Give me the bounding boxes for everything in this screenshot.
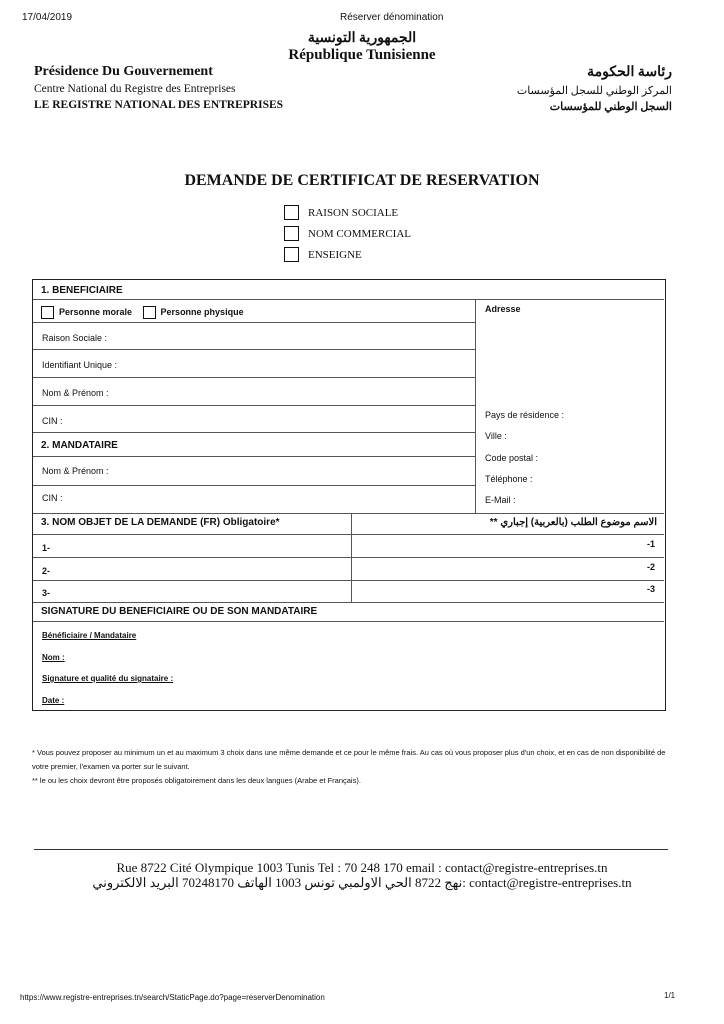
option-label: NOM COMMERCIAL bbox=[308, 227, 411, 240]
checkbox-personne-physique[interactable] bbox=[143, 306, 156, 319]
row-divider bbox=[33, 456, 475, 457]
header-right-block bbox=[517, 64, 672, 113]
column-divider bbox=[351, 513, 352, 602]
header-arabic-republic: الجمهورية التونسية bbox=[307, 31, 417, 46]
personne-morale-label: Personne morale bbox=[59, 306, 133, 317]
print-page-title: Réserver dénomination bbox=[340, 12, 444, 23]
signature-label-date: Date : bbox=[42, 696, 65, 705]
header-left-line2: Centre National du Registre des Entreprises bbox=[34, 83, 236, 95]
request-form bbox=[32, 279, 666, 711]
nom-fr-row-2: 2- bbox=[42, 566, 51, 576]
header-left-block bbox=[34, 64, 283, 111]
row-divider bbox=[33, 405, 475, 406]
signature-label-beneficiaire: Bénéficiaire / Mandataire bbox=[42, 631, 137, 640]
checkbox[interactable] bbox=[284, 247, 299, 262]
nom-objet-heading-fr: 3. NOM OBJET DE LA DEMANDE (FR) Obligatoire* bbox=[41, 517, 280, 528]
page-number: 1/1 bbox=[664, 991, 676, 1000]
checkbox[interactable] bbox=[284, 226, 299, 241]
row-divider bbox=[33, 485, 475, 486]
beneficiaire-heading: 1. BENEFICIAIRE bbox=[41, 285, 123, 296]
column-divider bbox=[475, 299, 476, 513]
checkbox[interactable] bbox=[284, 205, 299, 220]
field-mandataire-nom-prenom: Nom & Prénom : bbox=[42, 466, 109, 476]
row-divider bbox=[33, 377, 475, 378]
header-french-republic: République Tunisienne bbox=[288, 47, 436, 63]
checkbox-personne-morale[interactable] bbox=[41, 306, 54, 319]
person-type-row bbox=[41, 306, 244, 319]
nom-objet-heading-ar: الاسم موضوع الطلب (بالعربية) إجباري ** bbox=[489, 517, 657, 528]
row-divider bbox=[33, 580, 664, 581]
row-divider bbox=[33, 299, 664, 300]
footer-address-fr: Rue 8722 Cité Olympique 1003 Tunis Tel : 70 248 170 email : contact@registre-entreprises.tn bbox=[116, 860, 608, 875]
row-divider bbox=[33, 513, 664, 514]
signature-heading: SIGNATURE DU BENEFICIAIRE OU DE SON MANDATAIRE bbox=[41, 606, 318, 617]
row-divider bbox=[33, 557, 664, 558]
option-label: ENSEIGNE bbox=[308, 248, 362, 261]
field-pays-residence: Pays de résidence : bbox=[485, 410, 565, 420]
row-divider bbox=[33, 621, 664, 622]
option-nom-commercial[interactable] bbox=[284, 226, 411, 241]
field-cin: CIN : bbox=[42, 416, 63, 426]
header-right-line3: السجل الوطني للمؤسسات bbox=[549, 101, 672, 113]
field-telephone: Téléphone : bbox=[485, 474, 533, 484]
row-divider bbox=[33, 322, 475, 323]
footnotes bbox=[32, 746, 672, 788]
field-mandataire-cin: CIN : bbox=[42, 493, 63, 503]
nom-ar-row-2: -2 bbox=[646, 562, 655, 572]
nom-fr-row-3: 3- bbox=[42, 588, 51, 598]
footnote-2: ** le ou les choix devront être proposés obligatoirement dans les deux langues (Arabe et Français). bbox=[32, 776, 361, 785]
signature-label-signataire: Signature et qualité du signataire : bbox=[42, 674, 174, 683]
field-code-postal: Code postal : bbox=[485, 453, 539, 463]
header-right-line1: رئاسة الحكومة bbox=[587, 65, 672, 80]
header-left-line1: Présidence Du Gouvernement bbox=[34, 64, 213, 79]
nom-ar-row-3: -3 bbox=[646, 584, 655, 594]
header-left-line3: LE REGISTRE NATIONAL DES ENTREPRISES bbox=[34, 99, 284, 111]
field-email: E-Mail : bbox=[485, 495, 516, 505]
footnote-1: * Vous pouvez proposer au minimum un et au maximum 3 choix dans une même demande et ce pour le même frais. Au cas où vous proposer plus d'un choix, et en cas de non disponibilité de votre premier, l'examen va porter sur le suivant. bbox=[32, 748, 666, 771]
print-date: 17/04/2019 bbox=[22, 12, 73, 23]
footer-address-ar: نهج 8722 الحي الاولمبي تونس 1003 الهاتف 70248170 البريد الالكتروني: contact@registre-entreprises.tn bbox=[92, 875, 632, 890]
nom-ar-row-1: -1 bbox=[646, 539, 655, 549]
row-divider bbox=[33, 349, 475, 350]
signature-label-nom: Nom : bbox=[42, 653, 65, 662]
row-divider bbox=[33, 432, 475, 433]
header-right-line2: المركز الوطني للسجل المؤسسات bbox=[516, 85, 672, 97]
field-identifiant-unique: Identifiant Unique : bbox=[42, 360, 118, 370]
row-divider bbox=[33, 602, 664, 603]
option-label: RAISON SOCIALE bbox=[308, 206, 399, 219]
footer-divider bbox=[34, 849, 668, 850]
nom-fr-row-1: 1- bbox=[42, 543, 51, 553]
document-title: DEMANDE DE CERTIFICAT DE RESERVATION bbox=[184, 172, 540, 189]
option-enseigne[interactable] bbox=[284, 247, 362, 262]
mandataire-heading: 2. MANDATAIRE bbox=[41, 440, 118, 451]
personne-physique-label: Personne physique bbox=[160, 306, 244, 317]
field-ville: Ville : bbox=[485, 431, 507, 441]
option-raison-sociale[interactable] bbox=[284, 205, 398, 220]
address-heading: Adresse bbox=[485, 304, 521, 314]
field-raison-sociale: Raison Sociale : bbox=[42, 333, 108, 343]
row-divider bbox=[33, 534, 664, 535]
field-nom-prenom: Nom & Prénom : bbox=[42, 388, 109, 398]
print-url: https://www.registre-entreprises.tn/search/StaticPage.do?page=reserverDenomination bbox=[20, 993, 325, 1002]
